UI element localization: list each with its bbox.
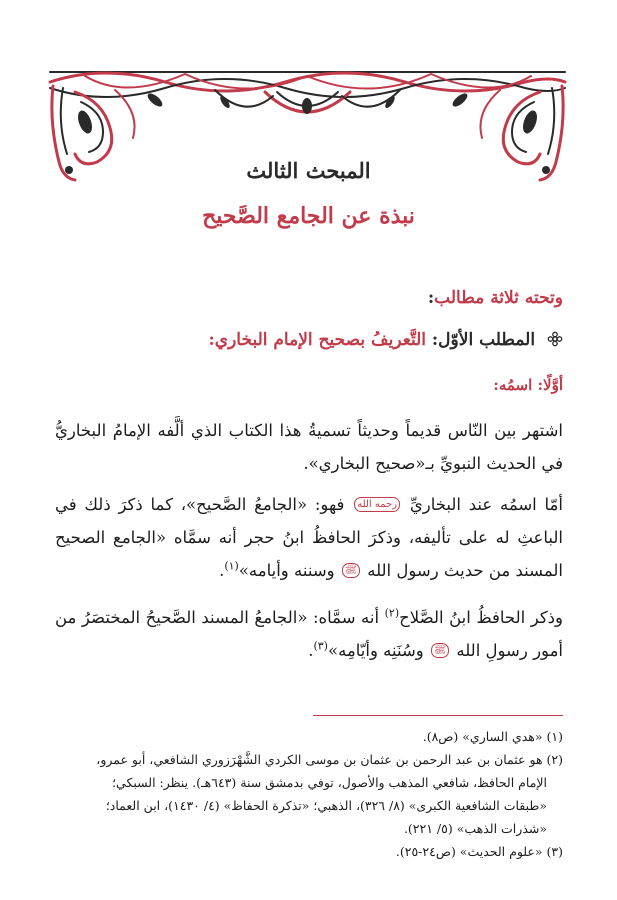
footnote-ref-2[interactable]: (٢) (384, 606, 400, 620)
footnote-2-line-4: «شذرات الذهب» (٥/ ٢٢١). (403, 821, 547, 836)
paragraph-3-part-c: وسُنَنِه وأيّامِه» (327, 641, 424, 660)
honorific-rahimahullah: رحمه الله (354, 497, 400, 512)
paragraph-2-part-c: وسننه وأيامه» (238, 561, 335, 580)
paragraph-2-part-b: فهو: «الجامعُ الصَّحيح»، كما ذكرَ ذلك في الباعثِ له على تأليفه، وذكرَ الحافظُ ابنُ حجر أنه سمَّاه «الجامع الصحيح المسند من حديث رسول الله (55, 495, 563, 580)
footnote-ref-3[interactable]: (٣) (313, 639, 328, 653)
paragraph-1 (55, 414, 563, 480)
paragraph-3-part-b: أنه سمَّاه: «الجامعُ المسند الصَّحيحُ المختصَرُ من أمور رسولِ الله (55, 608, 563, 660)
footnote-ref-1[interactable]: (١) (224, 559, 239, 573)
paragraph-3-part-a: وذكر الحافظُ ابنُ الصَّلاح (399, 608, 563, 627)
matlab-label: المطلب الأوّل: (431, 330, 536, 350)
honorific-salla-allah: ﷺ (342, 563, 360, 578)
footnote-2 (55, 748, 563, 840)
intro-line (428, 288, 563, 308)
footnote-1: (١) «هدي الساري» (ص٨). (422, 729, 563, 744)
section-number: المبحث الثالث (246, 158, 371, 183)
honorific-salla-allah-2: ﷺ (431, 643, 449, 658)
paragraph-1-text: اشتهر بين النّاس قديماً وحديثاً تسميةُ هذا الكتاب الذي ألَّفه الإمامُ البخاريُّ في الحديث النبويِّ بـ«صحيح البخاري». (55, 421, 563, 473)
footnote-2-line-2: الإمام الحافظ، شافعي المذهب والأصول، توفي بدمشق سنة (٦٤٣هـ). ينظر: السبكي؛ (112, 775, 547, 790)
footnote-divider (313, 715, 563, 716)
paragraph-3-end: . (308, 641, 314, 660)
footnote-2-line-1: (٢) هو عثمان بن عبد الرحمن بن عثمان بن موسى الكردي الشَّهْرَزوري الشافعي، أبو عمرو، (96, 752, 563, 767)
section-title: نبذة عن الجامع الصَّحيح (202, 203, 415, 229)
paragraph-2-end: . (219, 561, 225, 580)
paragraph-3 (55, 601, 563, 667)
flower-icon (547, 331, 563, 347)
intro-colon: : (427, 288, 435, 308)
matlab-heading (209, 330, 563, 350)
footnotes (55, 725, 563, 863)
footnote-2-line-3: «طبقات الشافعية الكبرى» (٨/ ٣٢٦)، الذهبي؛ «تذكرة الحفاظ» (٤/ ١٤٣٠)، ابن العماد؛ (105, 798, 547, 813)
matlab-title: التَّعريفُ بصحيح الإمام البخاري: (208, 330, 426, 350)
paragraph-2-part-a: أمّا اسمُه عند البخاريِّ (409, 495, 563, 514)
subheading-name: أوَّلًا: اسمُه: (493, 376, 563, 394)
intro-text: وتحته ثلاثة مطالب (434, 288, 563, 308)
footnote-3: (٣) «علوم الحديث» (ص٢٤-٢٥). (395, 844, 563, 859)
paragraph-2 (55, 488, 563, 587)
